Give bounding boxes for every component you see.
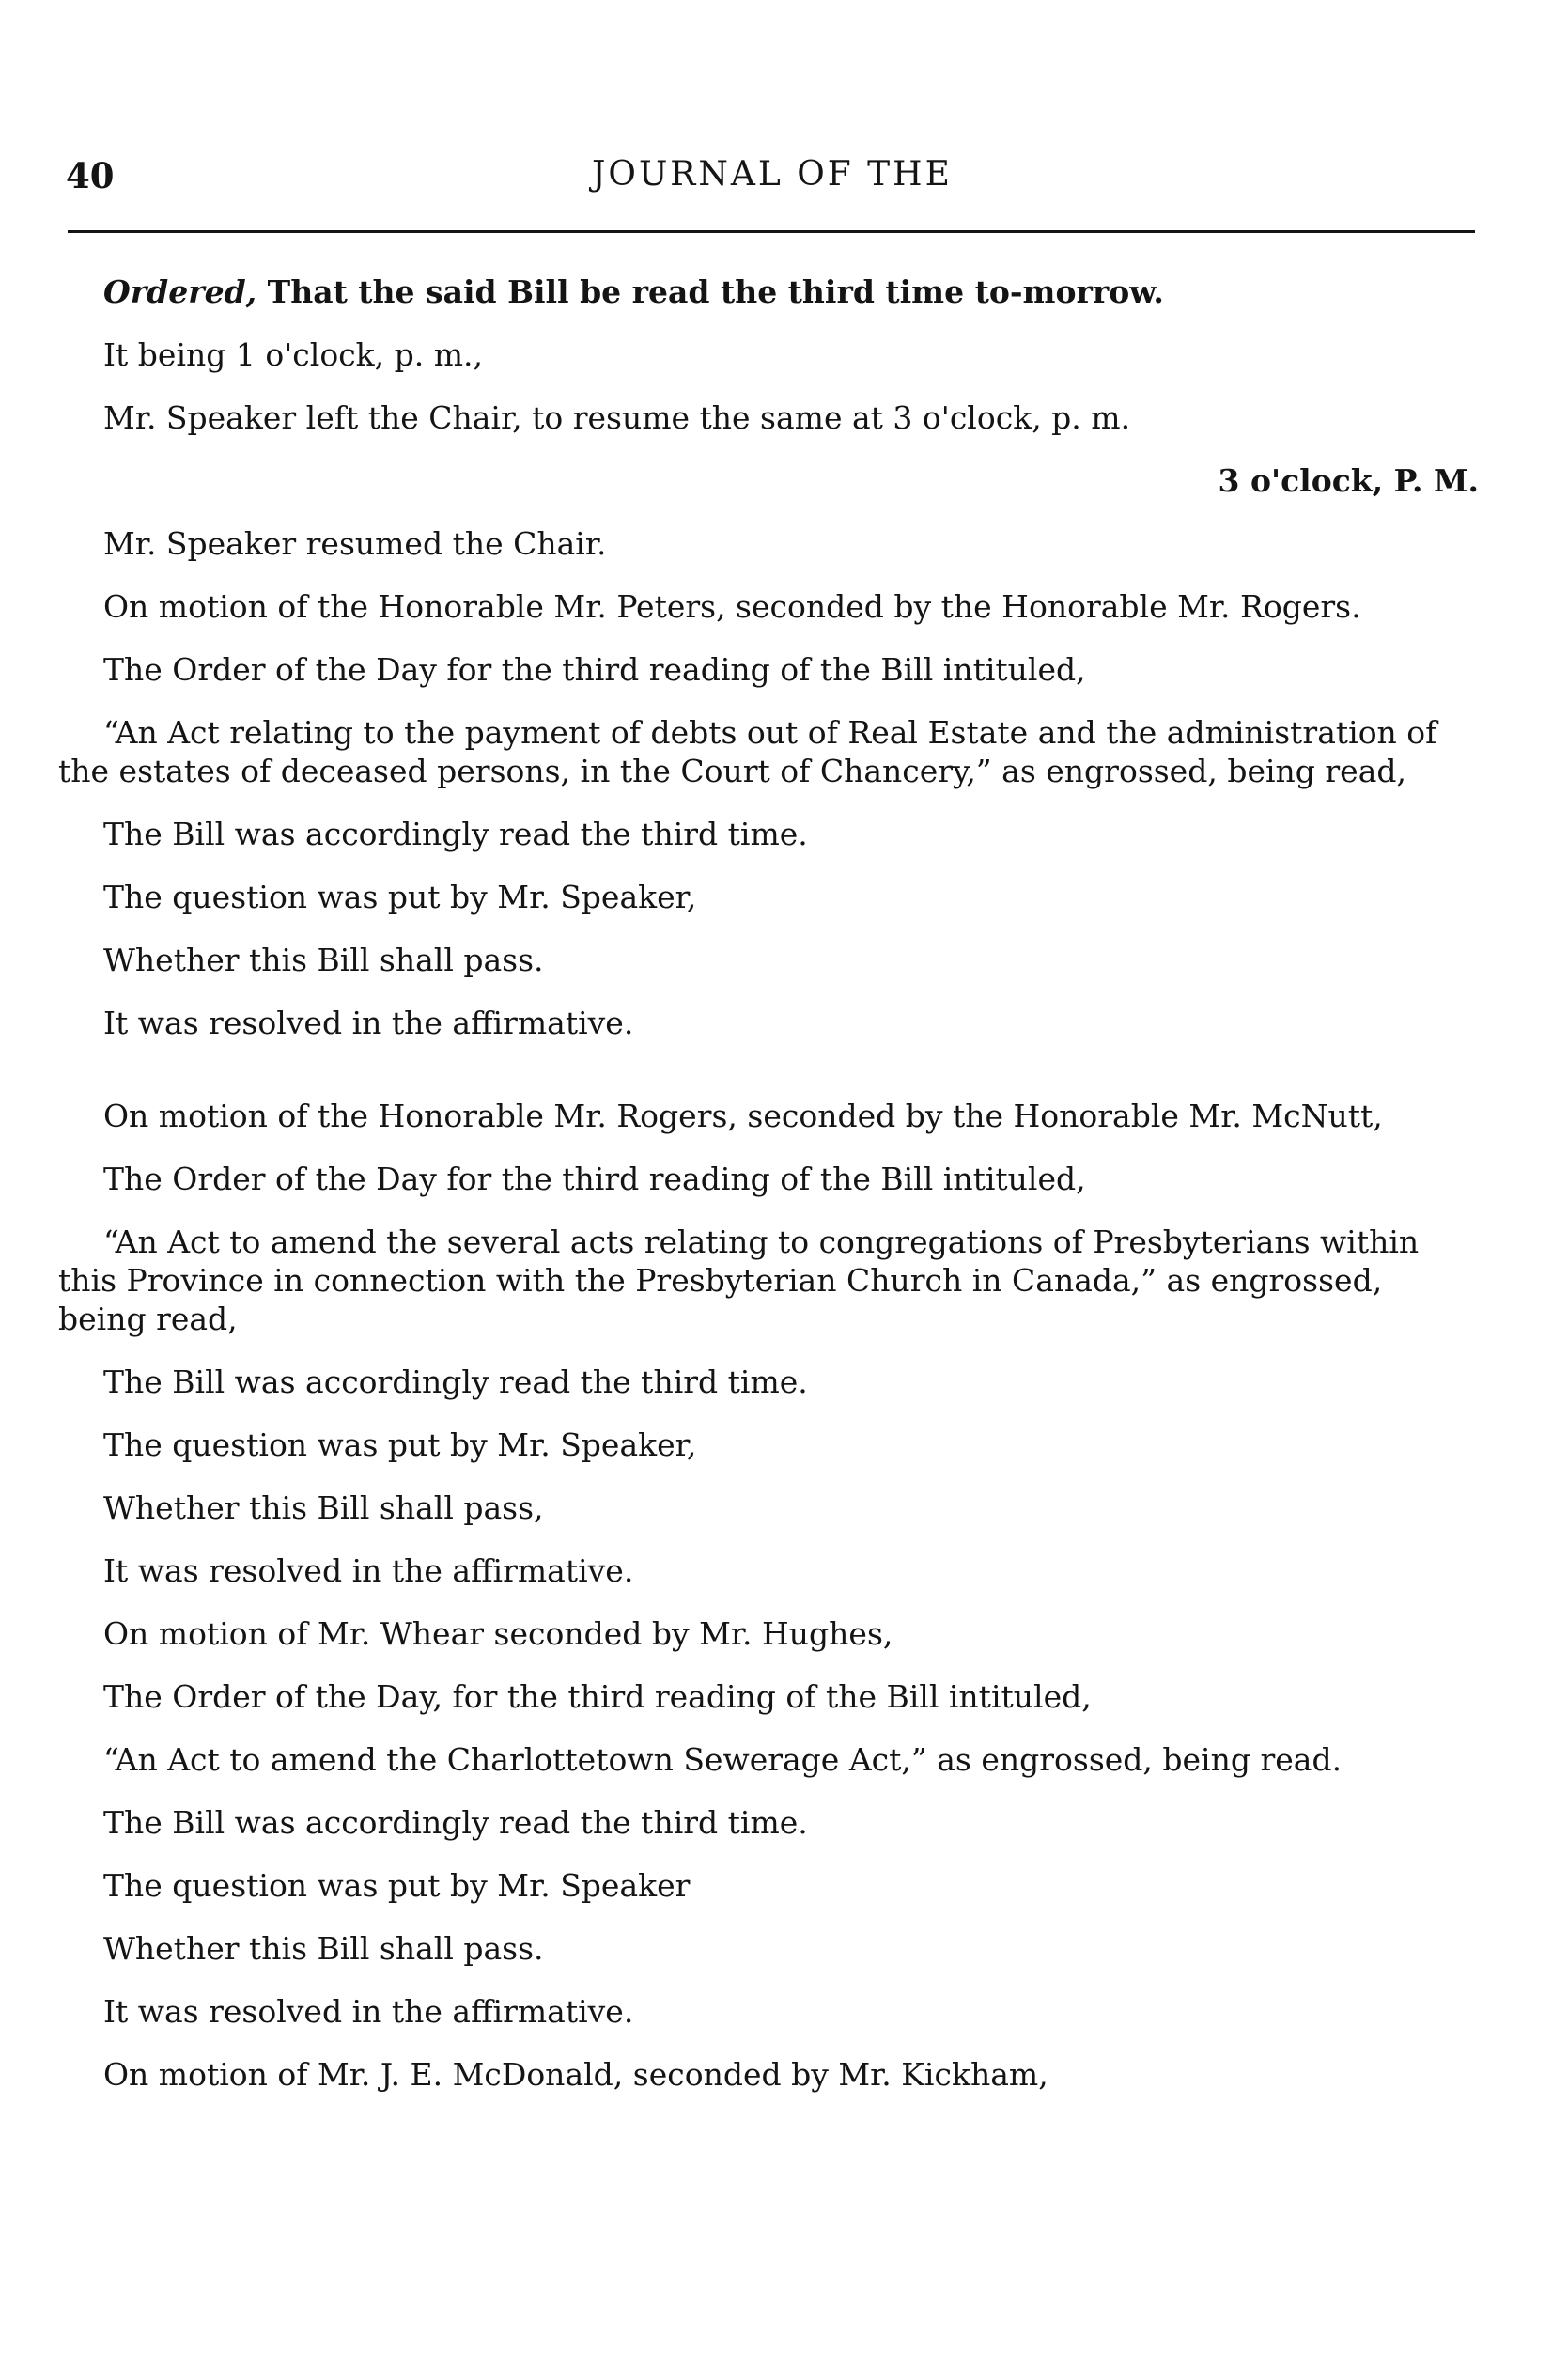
journal-entry: The Bill was accordingly read the third time. xyxy=(103,816,808,852)
journal-entry: The Order of the Day for the third reading of the Bill intituled, xyxy=(103,651,1086,688)
page-number: 40 xyxy=(66,155,115,196)
motion-entry: On motion of the Honorable Mr. Rogers, seconded by the Honorable Mr. McNutt, xyxy=(103,1098,1383,1134)
header-rule xyxy=(68,230,1475,233)
journal-entry: Whether this Bill shall pass, xyxy=(103,1489,544,1526)
journal-entry: The question was put by Mr. Speaker, xyxy=(103,879,697,915)
bill-title: “An Act to amend the several acts relating to congregations of Presbyterians within this Province in connection with the Presbyterian Church in Canada,” as engrossed, being read, xyxy=(58,1223,1420,1337)
journal-entry: Whether this Bill shall pass. xyxy=(103,1930,544,1967)
journal-entry: Mr. Speaker resumed the Chair. xyxy=(103,525,607,562)
bill-title: “An Act to amend the Charlottetown Sewerage Act,” as engrossed, being read. xyxy=(103,1741,1343,1778)
running-head: JOURNAL OF THE xyxy=(592,155,953,194)
journal-entry: The Bill was accordingly read the third time. xyxy=(103,1804,808,1841)
journal-entry: The Order of the Day, for the third reading of the Bill intituled, xyxy=(103,1678,1092,1715)
journal-entry: Mr. Speaker left the Chair, to resume the same at 3 o'clock, p. m. xyxy=(103,399,1131,436)
motion-entry: On motion of Mr. Whear seconded by Mr. Hughes, xyxy=(103,1615,893,1652)
motion-entry: On motion of Mr. J. E. McDonald, seconded by Mr. Kickham, xyxy=(103,2056,1048,2093)
journal-entry: The question was put by Mr. Speaker, xyxy=(103,1426,697,1463)
journal-entry: The Order of the Day for the third reading of the Bill intituled, xyxy=(103,1161,1086,1197)
journal-entry: It being 1 o'clock, p. m., xyxy=(103,336,484,373)
ordered-entry xyxy=(58,273,1479,311)
ordered-text: That the said Bill be read the third time to-morrow. xyxy=(256,273,1164,310)
journal-entry: The question was put by Mr. Speaker xyxy=(103,1867,691,1904)
ordered-word: Ordered, xyxy=(103,273,257,310)
journal-body xyxy=(58,273,1479,2118)
page-header xyxy=(66,155,1475,204)
journal-entry: It was resolved in the affirmative. xyxy=(103,1552,634,1589)
motion-entry: On motion of the Honorable Mr. Peters, seconded by the Honorable Mr. Rogers. xyxy=(103,588,1361,625)
bill-title: “An Act relating to the payment of debts out of Real Estate and the administration of the estates of deceased persons, in the Court of Chancery,” as engrossed, being read, xyxy=(58,714,1437,789)
journal-entry: It was resolved in the affirmative. xyxy=(103,1993,634,2030)
journal-entry: The Bill was accordingly read the third time. xyxy=(103,1364,808,1400)
journal-entry: It was resolved in the affirmative. xyxy=(103,1005,634,1041)
time-heading: 3 o'clock, P. M. xyxy=(1218,462,1479,499)
journal-entry: Whether this Bill shall pass. xyxy=(103,942,544,978)
